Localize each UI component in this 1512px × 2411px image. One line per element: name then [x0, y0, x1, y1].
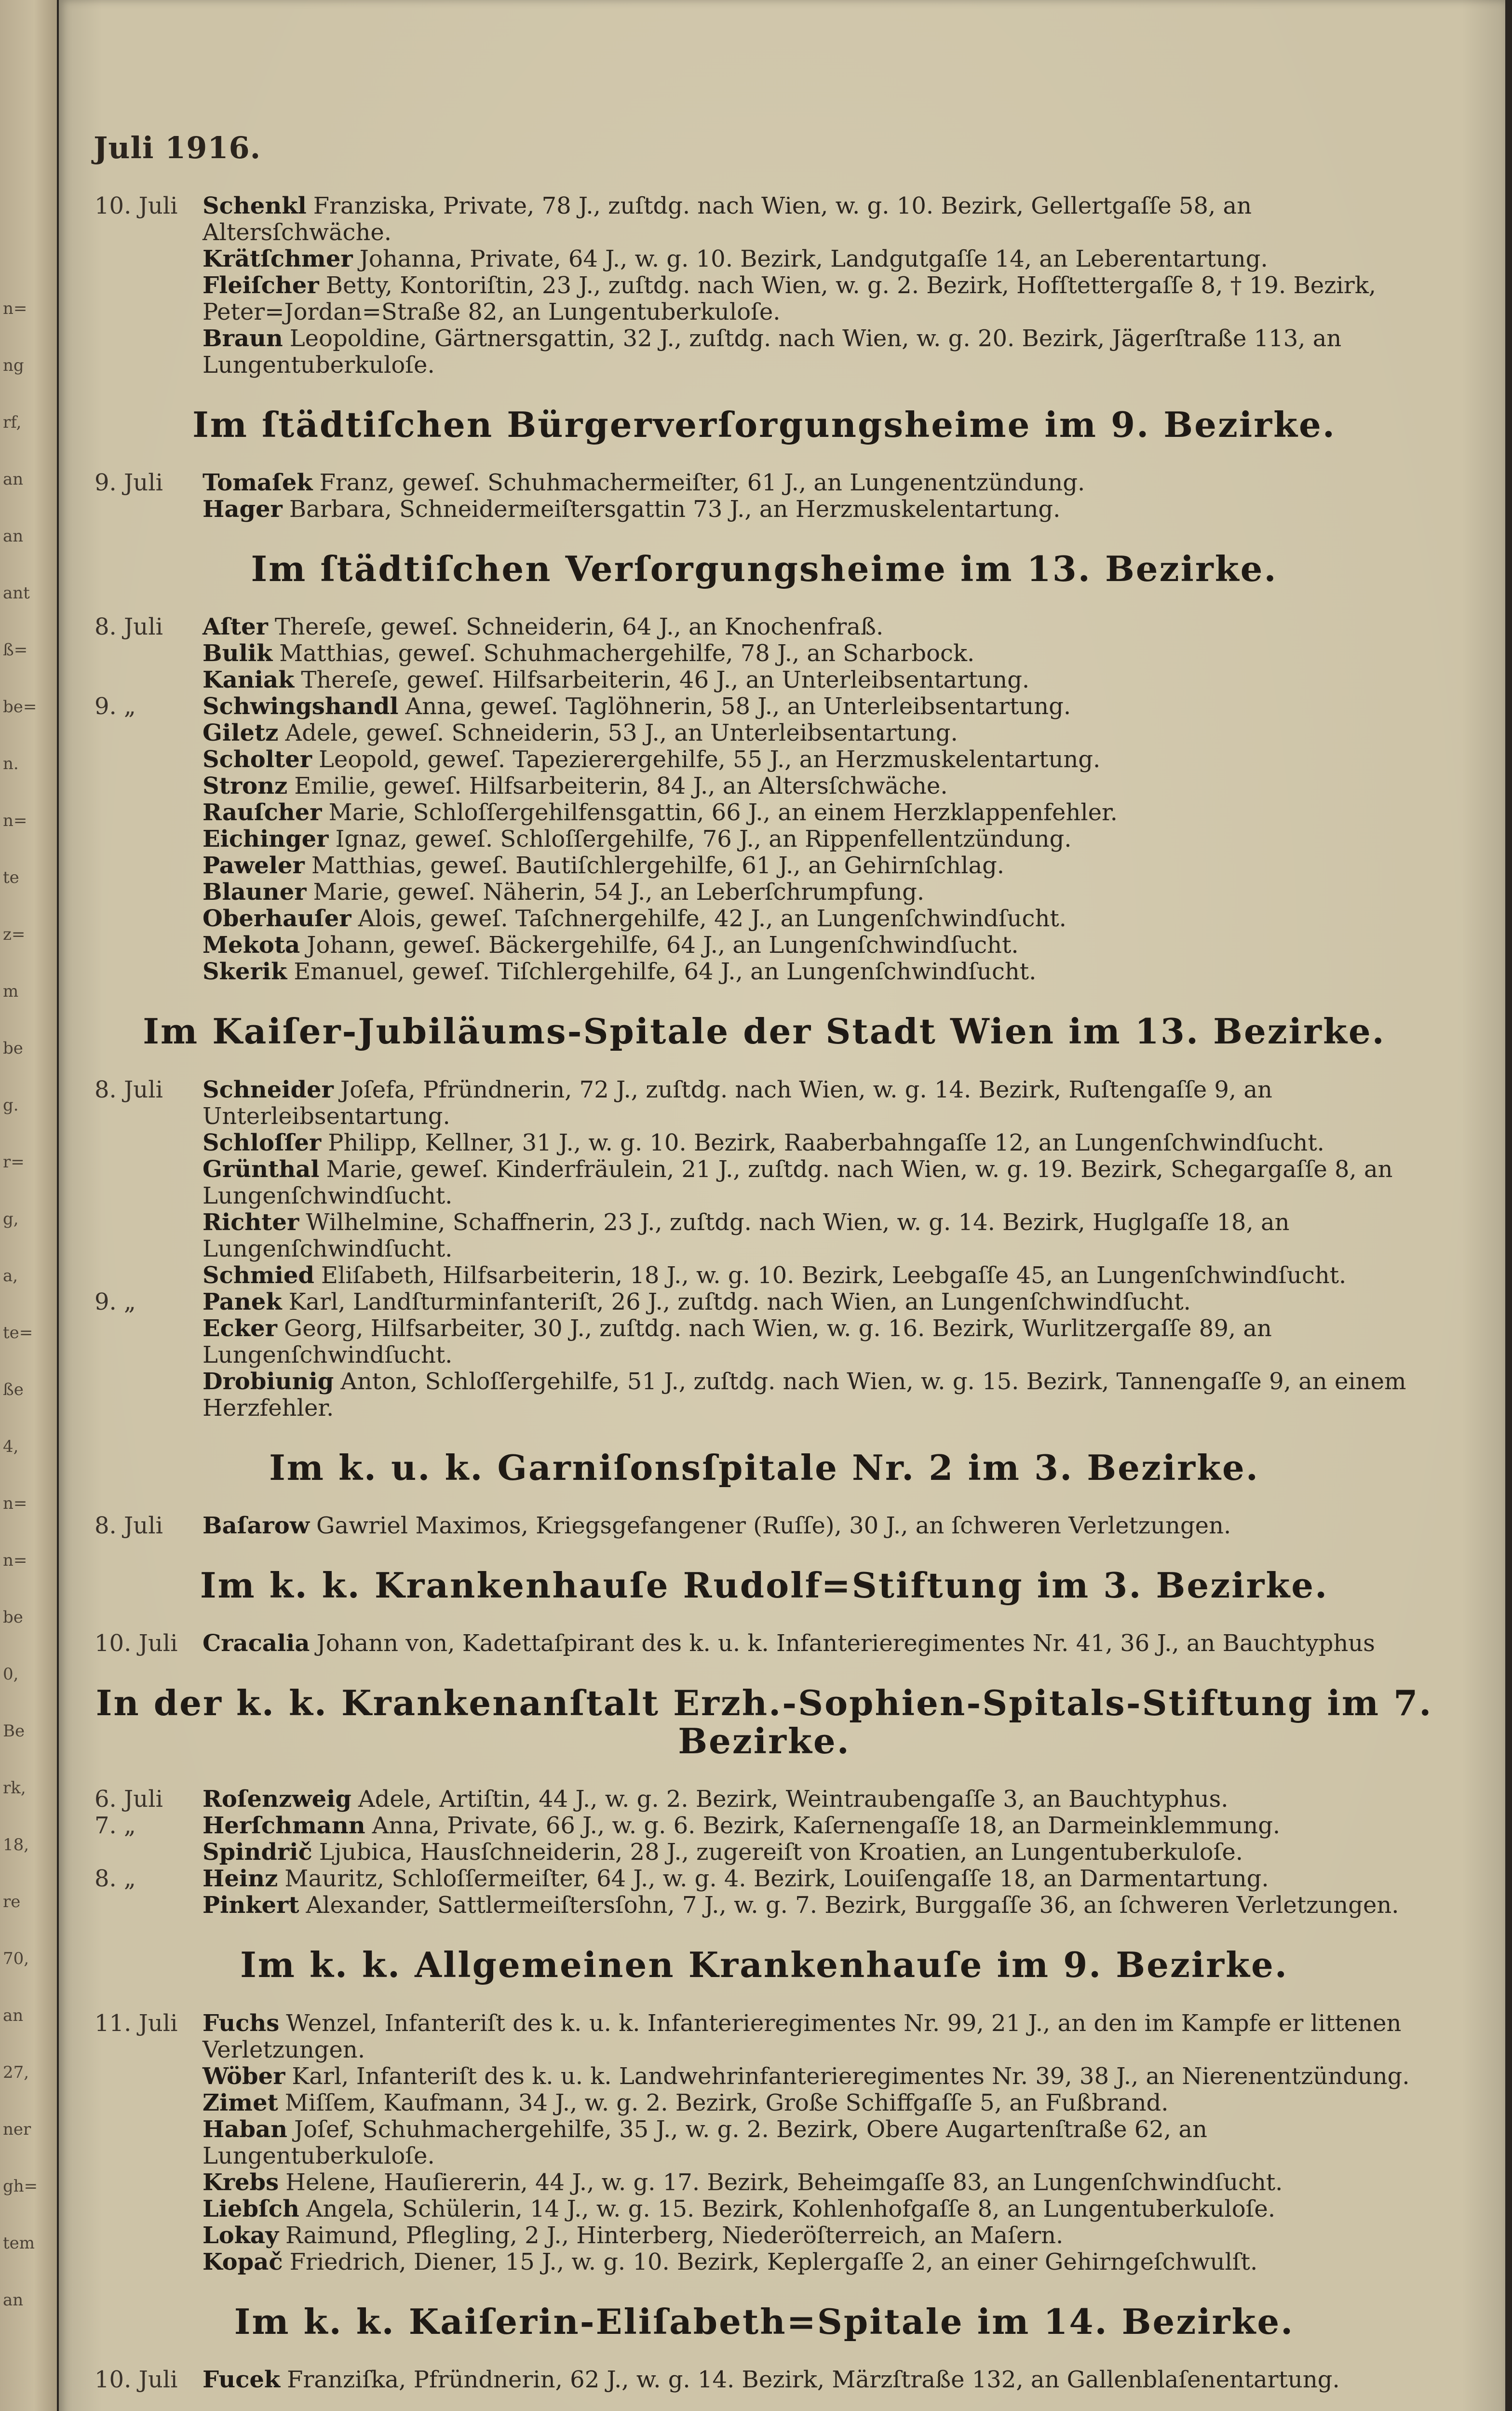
hospital-section	[92, 193, 1437, 379]
hospital-section	[92, 1946, 1437, 2275]
death-record-entry	[92, 1630, 1437, 1657]
entry-content	[202, 1209, 1437, 1262]
entry-surname: Skerik	[202, 958, 287, 986]
entry-surname: Ecker	[202, 1314, 277, 1342]
death-record-entry	[92, 1289, 1437, 1315]
entry-date: 7. „	[94, 1812, 136, 1840]
entry-content	[202, 325, 1437, 379]
death-record-entry	[92, 272, 1437, 325]
entry-content	[202, 1289, 1437, 1315]
entry-description: Helene, Hauſiererin, 44 J., w. g. 17. Bezirk, Beheimgaſſe 83, an Lungenſchwindſucht.	[285, 2168, 1283, 2196]
entry-content	[202, 193, 1437, 246]
previous-page-fragment: rf,	[3, 413, 22, 432]
entry-content	[202, 1262, 1437, 1289]
hospital-section	[92, 1449, 1437, 1539]
previous-page-fragment: m	[3, 982, 19, 1001]
entry-date	[92, 2090, 202, 2116]
death-record-entry	[92, 1130, 1437, 1156]
death-record-entry	[92, 693, 1437, 720]
death-record-entry	[92, 2196, 1437, 2222]
entry-date	[92, 2116, 202, 2169]
entry-description: Anton, Schloſſergehilfe, 51 J., zuſtdg. nach Wien, w. g. 15. Bezirk, Tannengaſſe 9, an einem Herzfehler.	[202, 1368, 1406, 1422]
entry-description: Ignaz, geweſ. Schloſſergehilfe, 76 J., an Rippenfellentzündung.	[335, 826, 1072, 853]
death-record-entry	[92, 1786, 1437, 1813]
death-record-entry	[92, 1156, 1437, 1209]
entry-date	[92, 1892, 202, 1919]
death-record-entry	[92, 959, 1437, 985]
entry-description: Karl, Landſturminfanteriſt, 26 J., zuſtdg. nach Wien, an Lungenſchwindſucht.	[288, 1288, 1191, 1315]
entry-date	[92, 2249, 202, 2276]
section-heading: Im Kaiſer-Jubiläums-Spitale der Stadt Wien im 13. Bezirke.	[143, 1011, 1386, 1052]
entry-surname: Baſarow	[202, 1512, 310, 1539]
previous-page-fragment: te=	[3, 1323, 33, 1342]
entry-date	[92, 2222, 202, 2249]
death-record-entry	[92, 746, 1437, 773]
entry-content	[202, 614, 1437, 640]
section-heading: Im ſtädtiſchen Verſorgungsheime im 13. Bezirke.	[251, 548, 1278, 590]
entry-content	[202, 932, 1437, 959]
entry-surname: Liebſch	[202, 2195, 299, 2222]
entry-surname: Paweler	[202, 852, 305, 880]
death-record-entry	[92, 667, 1437, 693]
entry-surname: Fleiſcher	[202, 272, 319, 299]
entry-description: Joſefa, Pfründnerin, 72 J., zuſtdg. nach Wien, w. g. 14. Bezirk, Ruſtengaſſe 9, an Unterleibsentartung.	[202, 1076, 1272, 1130]
entry-surname: Zimet	[202, 2089, 278, 2116]
death-record-entry	[92, 2249, 1437, 2276]
entry-date: 11. Juli	[94, 2009, 178, 2037]
entry-description: Alois, geweſ. Taſchnergehilfe, 42 J., an Lungenſchwindſucht.	[358, 905, 1066, 933]
entry-date: 9. Juli	[94, 469, 163, 497]
entry-surname: Haban	[202, 2115, 288, 2143]
entry-description: Marie, geweſ. Kinderfräulein, 21 J., zuſtdg. nach Wien, w. g. 19. Bezirk, Schegargaſſe 8, an Lungenſchwindſucht.	[202, 1155, 1393, 1209]
previous-page-fragment: tem	[3, 2234, 35, 2253]
previous-page-fragment: 70,	[3, 1949, 29, 1968]
entry-date	[92, 1130, 202, 1156]
death-record-entry	[92, 246, 1437, 272]
entry-date	[92, 1156, 202, 1209]
entry-description: Eliſabeth, Hilfsarbeiterin, 18 J., w. g. 10. Bezirk, Leebgaſſe 45, an Lungenſchwindſucht.	[321, 1261, 1347, 1289]
entry-description: Joſef, Schuhmachergehilfe, 35 J., w. g. 2. Bezirk, Obere Augartenſtraße 62, an Lungentuberkuloſe.	[202, 2115, 1207, 2169]
entry-date: 8. Juli	[94, 1512, 163, 1539]
death-record-entry	[92, 1513, 1437, 1539]
entry-surname: Eichinger	[202, 826, 329, 853]
entry-surname: Blauner	[202, 879, 307, 906]
entry-date	[92, 1839, 202, 1866]
death-record-entry	[92, 1892, 1437, 1919]
section-heading: In der k. k. Krankenanſtalt Erzh.-Sophien-Spitals-Stiftung im 7. Bezirke.	[95, 1682, 1433, 1762]
death-record-entry	[92, 1866, 1437, 1892]
document-page	[59, 0, 1505, 2411]
entry-content	[202, 1866, 1437, 1892]
previous-page-fragment: n=	[3, 1551, 27, 1570]
entry-content	[202, 2169, 1437, 2196]
entry-content	[202, 1839, 1437, 1866]
previous-page-fragment: 4,	[3, 1437, 19, 1456]
entry-description: Miſſem, Kaufmann, 34 J., w. g. 2. Bezirk, Große Schiffgaſſe 5, an Fußbrand.	[284, 2089, 1169, 2116]
entry-content	[202, 2196, 1437, 2222]
entry-date: 9. „	[94, 1288, 136, 1315]
entry-content	[202, 1368, 1437, 1422]
entry-surname: Heinz	[202, 1865, 278, 1893]
hospital-section	[92, 406, 1437, 523]
entry-description: Gawriel Maximos, Kriegsgefangener (Ruſſe), 30 J., an ſchweren Verletzungen.	[316, 1512, 1231, 1539]
section-heading: Im k. u. k. Garniſonsſpitale Nr. 2 im 3. Bezirke.	[269, 1447, 1259, 1488]
entry-description: Franziſka, Pfründnerin, 62 J., w. g. 14. Bezirk, Märzſtraße 132, an Gallenblaſenentartung.	[287, 2366, 1340, 2393]
section-heading: Im ſtädtiſchen Bürgerverſorgungsheime im 9. Bezirke.	[192, 404, 1336, 445]
entry-date	[92, 799, 202, 826]
document-body	[92, 193, 1437, 2398]
entry-content	[202, 720, 1437, 746]
death-record-entry	[92, 2116, 1437, 2169]
entry-date	[92, 826, 202, 853]
death-record-entry	[92, 879, 1437, 906]
entry-description: Alexander, Sattlermeiſtersſohn, 7 J., w. g. 7. Bezirk, Burggaſſe 36, an ſchweren Verletzungen.	[306, 1892, 1399, 1919]
entry-date	[92, 246, 202, 272]
entry-date	[92, 853, 202, 879]
death-record-entry	[92, 1262, 1437, 1289]
entry-date	[92, 496, 202, 523]
entry-description: Ljubica, Hausſchneiderin, 28 J., zugereiſt von Kroatien, an Lungentuberkuloſe.	[319, 1839, 1243, 1866]
death-record-entry	[92, 2169, 1437, 2196]
previous-page-fragment: an	[3, 470, 24, 489]
entry-surname: Aſter	[202, 613, 268, 641]
death-record-entry	[92, 496, 1437, 523]
entry-content	[202, 2222, 1437, 2249]
previous-page-fragment: n=	[3, 811, 27, 830]
previous-page-fragment: an	[3, 2290, 24, 2310]
entry-surname: Krätſchmer	[202, 245, 353, 272]
entry-surname: Tomaſek	[202, 469, 313, 497]
entry-date	[92, 325, 202, 379]
previous-page-fragment: n=	[3, 1494, 27, 1513]
previous-page-fragment: 18,	[3, 1835, 29, 1855]
entry-surname: Fuchs	[202, 2009, 280, 2037]
death-record-entry	[92, 325, 1437, 379]
entry-content	[202, 826, 1437, 853]
entry-description: Johann, geweſ. Bäckergehilfe, 64 J., an Lungenſchwindſucht.	[307, 932, 1019, 959]
entry-date	[92, 2169, 202, 2196]
entry-description: Johann von, Kadettaſpirant des k. u. k. Infanterieregimentes Nr. 41, 36 J., an Bauchtyphus	[316, 1629, 1375, 1657]
entry-description: Marie, geweſ. Näherin, 54 J., an Leberſchrumpfung.	[313, 879, 925, 906]
entry-surname: Giletz	[202, 719, 279, 747]
entry-description: Emilie, geweſ. Hilfsarbeiterin, 84 J., an Altersſchwäche.	[294, 772, 948, 800]
previous-page-fragment: an	[3, 2006, 24, 2025]
entry-content	[202, 470, 1437, 496]
entry-content	[202, 496, 1437, 523]
entry-description: Adele, geweſ. Schneiderin, 53 J., an Unterleibsentartung.	[285, 719, 958, 747]
entry-surname: Cracalia	[202, 1629, 310, 1657]
previous-page-fragment: te	[3, 868, 19, 887]
death-record-entry	[92, 1209, 1437, 1262]
entry-content	[202, 2367, 1437, 2393]
entry-description: Johanna, Private, 64 J., w. g. 10. Bezirk, Landgutgaſſe 14, an Leberentartung.	[359, 245, 1268, 272]
previous-page-fragment: 27,	[3, 2063, 29, 2082]
entry-surname: Schmied	[202, 1261, 314, 1289]
entry-content	[202, 693, 1437, 720]
entry-surname: Bulik	[202, 640, 273, 667]
previous-page-fragment: be=	[3, 697, 37, 717]
hospital-section	[92, 1012, 1437, 1421]
entry-description: Leopold, geweſ. Tapezierergehilfe, 55 J., an Herzmuskelentartung.	[319, 746, 1101, 773]
entry-content	[202, 2063, 1437, 2090]
previous-page-fragment: ß=	[3, 640, 28, 660]
death-record-entry	[92, 1315, 1437, 1368]
death-record-entry	[92, 1839, 1437, 1866]
entry-description: Thereſe, geweſ. Schneiderin, 64 J., an Knochenfraß.	[274, 613, 884, 641]
entry-description: Leopoldine, Gärtnersgattin, 32 J., zuſtdg. nach Wien, w. g. 20. Bezirk, Jägerſtraße 113, an Lungentuberkuloſe.	[202, 325, 1342, 379]
entry-description: Adele, Artiſtin, 44 J., w. g. 2. Bezirk, Weintraubengaſſe 3, an Bauchtyphus.	[358, 1786, 1228, 1813]
entry-surname: Hager	[202, 496, 283, 523]
entry-date	[92, 1368, 202, 1422]
previous-page-fragment: Be	[3, 1721, 25, 1741]
death-record-entry	[92, 2010, 1437, 2063]
entry-surname: Rauſcher	[202, 799, 322, 826]
entry-description: Philipp, Kellner, 31 J., w. g. 10. Bezirk, Raaberbahngaſſe 12, an Lungenſchwindſucht.	[328, 1129, 1324, 1156]
entry-description: Mauritz, Schloſſermeiſter, 64 J., w. g. 4. Bezirk, Louiſengaſſe 18, an Darmentartung.	[284, 1865, 1269, 1893]
entry-surname: Pinkert	[202, 1892, 299, 1919]
previous-page-fragment: n=	[3, 299, 27, 318]
entry-date	[92, 1262, 202, 1289]
entry-surname: Krebs	[202, 2168, 279, 2196]
entry-content	[202, 799, 1437, 826]
entry-surname: Schneider	[202, 1076, 334, 1103]
entry-surname: Drobiunig	[202, 1368, 334, 1395]
entry-description: Angela, Schülerin, 14 J., w. g. 15. Bezirk, Kohlenhofgaſſe 8, an Lungentuberkuloſe.	[306, 2195, 1276, 2222]
entry-surname: Richter	[202, 1208, 299, 1236]
entry-content	[202, 879, 1437, 906]
death-record-entry	[92, 773, 1437, 799]
entry-date	[92, 272, 202, 325]
entry-surname: Fucek	[202, 2366, 281, 2393]
previous-page-fragment: g,	[3, 1209, 19, 1229]
entry-description: Wilhelmine, Schaffnerin, 23 J., zuſtdg. nach Wien, w. g. 14. Bezirk, Huglgaſſe 18, an Lungenſchwindſucht.	[202, 1208, 1290, 1262]
death-record-entry	[92, 1813, 1437, 1839]
death-record-entry	[92, 2367, 1437, 2393]
death-record-entry	[92, 2090, 1437, 2116]
entry-content	[202, 246, 1437, 272]
entry-date	[92, 879, 202, 906]
entry-description: Georg, Hilfsarbeiter, 30 J., zuſtdg. nach Wien, w. g. 16. Bezirk, Wurlitzergaſſe 89, an Lungenſchwindſucht.	[202, 1314, 1272, 1368]
entry-description: Franz, geweſ. Schuhmachermeiſter, 61 J., an Lungenentzündung.	[319, 469, 1085, 497]
entry-content	[202, 1630, 1437, 1657]
entry-date	[92, 640, 202, 667]
entry-date: 10. Juli	[94, 2366, 178, 2393]
entry-date: 10. Juli	[94, 1629, 178, 1657]
death-record-entry	[92, 470, 1437, 496]
entry-surname: Herſchmann	[202, 1812, 365, 1840]
entry-surname: Panek	[202, 1288, 282, 1315]
entry-surname: Lokay	[202, 2221, 279, 2249]
previous-page-fragment: be	[3, 1039, 23, 1058]
entry-date: 8. Juli	[94, 613, 163, 641]
death-record-entry	[92, 799, 1437, 826]
entry-date: 6. Juli	[94, 1786, 163, 1813]
entry-content	[202, 1156, 1437, 1209]
death-record-entry	[92, 853, 1437, 879]
entry-surname: Mekota	[202, 932, 300, 959]
entry-surname: Schenkl	[202, 192, 307, 219]
entry-description: Marie, Schloſſergehilfensgattin, 66 J., an einem Herzklappenfehler.	[328, 799, 1118, 826]
section-heading: Im k. k. Allgemeinen Krankenhauſe im 9. Bezirke.	[240, 1944, 1288, 1986]
entry-surname: Roſenzweig	[202, 1786, 351, 1813]
section-heading: Im k. k. Kaiſerin-Eliſabeth=Spitale im 14. Bezirke.	[234, 2301, 1295, 2342]
entry-content	[202, 667, 1437, 693]
entry-date	[92, 720, 202, 746]
entry-description: Betty, Kontoriſtin, 23 J., zuſtdg. nach Wien, w. g. 2. Bezirk, Hofſtettergaſſe 8, † 19. Bezirk, Peter=Jordan=Straße 82, an Lungentuberkuloſe.	[202, 272, 1377, 325]
entry-content	[202, 2090, 1437, 2116]
entry-content	[202, 773, 1437, 799]
death-record-entry	[92, 1368, 1437, 1422]
entry-description: Franziska, Private, 78 J., zuſtdg. nach Wien, w. g. 10. Bezirk, Gellertgaſſe 58, an Altersſchwäche.	[202, 192, 1252, 246]
previous-page-fragment: an	[3, 527, 24, 546]
previous-page-fragment: g.	[3, 1096, 19, 1115]
entry-date	[92, 2196, 202, 2222]
entry-content	[202, 272, 1437, 325]
previous-page-fragment: ng	[3, 356, 24, 375]
entry-description: Anna, geweſ. Taglöhnerin, 58 J., an Unterleibsentartung.	[405, 693, 1071, 720]
entry-date: 8. „	[94, 1865, 136, 1893]
entry-content	[202, 959, 1437, 985]
previous-page-fragment: ße	[3, 1380, 24, 1399]
entry-date: 9. „	[94, 693, 136, 720]
hospital-section	[92, 550, 1437, 985]
entry-surname: Oberhauſer	[202, 905, 351, 933]
previous-page-fragment: be	[3, 1608, 23, 1627]
death-record-entry	[92, 906, 1437, 932]
previous-page-fragment: gh=	[3, 2177, 38, 2196]
entry-description: Matthias, geweſ. Bautiſchlergehilfe, 61 J., an Gehirnſchlag.	[311, 852, 1005, 880]
entry-date	[92, 773, 202, 799]
entry-description: Karl, Infanteriſt des k. u. k. Landwehrinfanterieregimentes Nr. 39, 38 J., an Nierenentzündung.	[292, 2062, 1410, 2090]
entry-description: Emanuel, geweſ. Tiſchlergehilfe, 64 J., an Lungenſchwindſucht.	[294, 958, 1037, 986]
entry-date	[92, 959, 202, 985]
previous-page-fragment: rk,	[3, 1778, 26, 1798]
entry-surname: Kaniak	[202, 666, 295, 694]
entry-date	[92, 906, 202, 932]
entry-content	[202, 2010, 1437, 2063]
entry-surname: Kopač	[202, 2248, 283, 2276]
death-record-entry	[92, 2222, 1437, 2249]
death-record-entry	[92, 640, 1437, 667]
entry-date	[92, 932, 202, 959]
entry-date: 10. Juli	[94, 192, 178, 219]
entry-description: Friedrich, Diener, 15 J., w. g. 10. Bezirk, Keplergaſſe 2, an einer Gehirngeſchwulſt.	[289, 2248, 1258, 2276]
entry-description: Matthias, geweſ. Schuhmachergehilfe, 78 J., an Scharbock.	[279, 640, 975, 667]
entry-surname: Wöber	[202, 2062, 285, 2090]
hospital-section	[92, 2303, 1437, 2393]
entry-description: Barbara, Schneidermeiſtersgattin 73 J., an Herzmuskelentartung.	[289, 496, 1061, 523]
entry-content	[202, 1077, 1437, 1130]
previous-page-fragment: ner	[3, 2120, 31, 2139]
previous-page-fragment: r=	[3, 1152, 25, 1172]
entry-content	[202, 1786, 1437, 1813]
entry-content	[202, 906, 1437, 932]
entry-content	[202, 853, 1437, 879]
previous-page-fragment: 0,	[3, 1665, 19, 1684]
hospital-section	[92, 1684, 1437, 1919]
entry-date	[92, 667, 202, 693]
entry-description: Anna, Private, 66 J., w. g. 6. Bezirk, Kaſernengaſſe 18, an Darmeinklemmung.	[372, 1812, 1281, 1840]
previous-page-fragment: re	[3, 1892, 21, 1911]
page-header-date: Juli 1916.	[94, 130, 261, 165]
previous-page-fragment: a,	[3, 1266, 18, 1286]
entry-description: Raimund, Pflegling, 2 J., Hinterberg, Niederöſterreich, an Maſern.	[285, 2221, 1064, 2249]
entry-content	[202, 1513, 1437, 1539]
entry-surname: Schloſſer	[202, 1129, 322, 1156]
entry-surname: Braun	[202, 325, 283, 352]
death-record-entry	[92, 720, 1437, 746]
entry-date	[92, 746, 202, 773]
entry-description: Thereſe, geweſ. Hilfsarbeiterin, 46 J., an Unterleibsentartung.	[301, 666, 1030, 694]
entry-content	[202, 1315, 1437, 1368]
section-heading: Im k. k. Krankenhauſe Rudolf=Stiftung im 3. Bezirke.	[200, 1564, 1329, 1606]
entry-content	[202, 1813, 1437, 1839]
death-record-entry	[92, 2063, 1437, 2090]
death-record-entry	[92, 193, 1437, 246]
death-record-entry	[92, 614, 1437, 640]
entry-content	[202, 640, 1437, 667]
entry-surname: Schwingshandl	[202, 693, 399, 720]
entry-date	[92, 1315, 202, 1368]
hospital-section	[92, 1566, 1437, 1657]
previous-page-fragment: n.	[3, 754, 19, 773]
death-record-entry	[92, 932, 1437, 959]
entry-date	[92, 2063, 202, 2090]
entry-description: Wenzel, Infanteriſt des k. u. k. Infanterieregimentes Nr. 99, 21 J., an den im Kampfe er littenen Verletzungen.	[202, 2009, 1402, 2063]
entry-surname: Grünthal	[202, 1155, 320, 1183]
entry-content	[202, 746, 1437, 773]
entry-surname: Spindrič	[202, 1839, 312, 1866]
previous-page-edge	[0, 0, 57, 2411]
entry-content	[202, 1892, 1437, 1919]
entry-surname: Scholter	[202, 746, 312, 773]
death-record-entry	[92, 826, 1437, 853]
entry-date	[92, 1209, 202, 1262]
entry-content	[202, 2116, 1437, 2169]
entry-content	[202, 1130, 1437, 1156]
entry-date: 8. Juli	[94, 1076, 163, 1103]
death-record-entry	[92, 1077, 1437, 1130]
entry-surname: Stronz	[202, 772, 288, 800]
previous-page-fragment: ant	[3, 583, 30, 603]
previous-page-fragment: z=	[3, 925, 26, 944]
entry-content	[202, 2249, 1437, 2276]
